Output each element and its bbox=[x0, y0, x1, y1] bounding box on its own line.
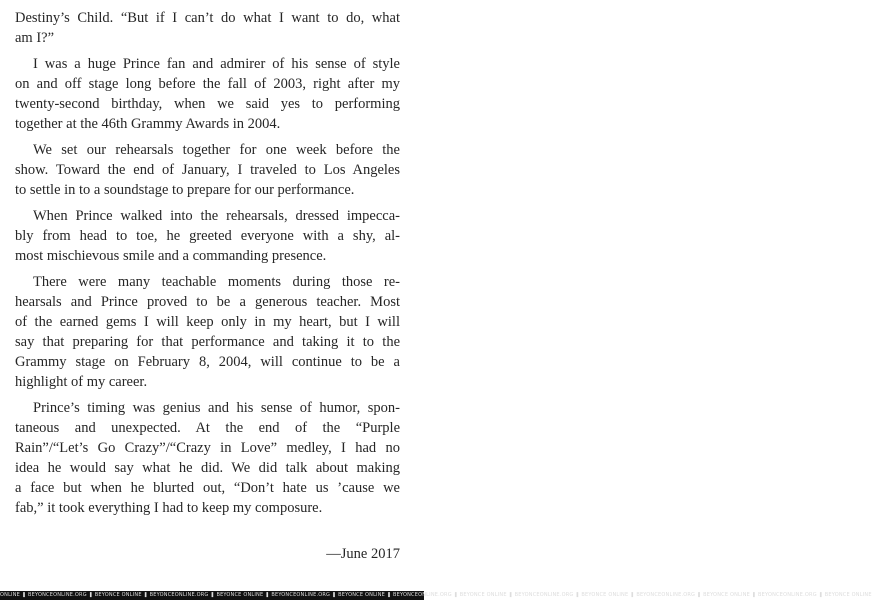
text-line: Grammy stage on February 8, 2004, will continue to be a bbox=[15, 354, 400, 370]
text-line: show. Toward the end of January, I traveled to Los Angeles bbox=[15, 162, 400, 178]
text-line: to settle in to a soundstage to prepare for our performance. bbox=[15, 182, 355, 198]
text-line: I was a huge Prince fan and admirer of his sense of style bbox=[33, 56, 400, 72]
text-line: taneous and unexpected. At the end of the “Purple bbox=[15, 420, 400, 436]
text-line: Rain”/“Let’s Go Crazy”/“Crazy in Love” medley, I had no bbox=[15, 440, 400, 456]
text-line: Destiny’s Child. “But if I can’t do what I want to do, what bbox=[15, 10, 400, 26]
text-line: am I?” bbox=[15, 30, 55, 46]
text-line: idea he would say what he did. We did talk about making bbox=[15, 460, 400, 476]
text-line: There were many teachable moments during those re- bbox=[33, 274, 400, 290]
text-line: Prince’s timing was genius and his sense of humor, spon- bbox=[33, 400, 400, 416]
text-line: twenty-second birthday, when we said yes to performing bbox=[15, 96, 400, 112]
text-line: highlight of my career. bbox=[15, 374, 148, 390]
text-line: We set our rehearsals together for one week before the bbox=[33, 142, 400, 158]
text-line: on and off stage long before the fall of 2003, right after my bbox=[15, 76, 400, 92]
signature-date: —June 2017 bbox=[326, 546, 400, 562]
text-line: say that preparing for that performance and taking it to the bbox=[15, 334, 400, 350]
text-line: together at the 46th Grammy Awards in 2004. bbox=[15, 116, 281, 132]
text-line: hearsals and Prince proved to be a generous teacher. Most bbox=[15, 294, 400, 310]
text-line: a face but when he blurted out, “Don’t hate us ’cause we bbox=[15, 480, 400, 496]
text-line: of the earned gems I will keep only in my heart, but I will bbox=[15, 314, 400, 330]
text-line: most mischievous smile and a commanding presence. bbox=[15, 248, 327, 264]
text-line: bly from head to toe, he greeted everyone with a shy, al- bbox=[15, 228, 400, 244]
watermark-strip: ONLINE ❚ BEYONCEONLINE.ORG ❚ BEYONCE ONLINE ❚ BEYONCEONLINE.ORG ❚ BEYONCE ONLINE ❚ BEYONCEONLINE.ORG ❚ BEYONCE ONLINE ❚ BEYONCEONLINE.ORG ❚ BEYONCE ONLINE ❚ BEYONCEONLINE.ORG ❚ BEYONCE ONLINE ❚ BEYONCEONLINE.ORG ❚ BEYONCE ONLINE ❚ BEYONCEONLINE.ORG ❚ BEYONCE ONLINE bbox=[0, 592, 872, 598]
text-line: fab,” it took everything I had to keep my composure. bbox=[15, 500, 323, 516]
text-line: When Prince walked into the rehearsals, dressed impecca- bbox=[33, 208, 400, 224]
